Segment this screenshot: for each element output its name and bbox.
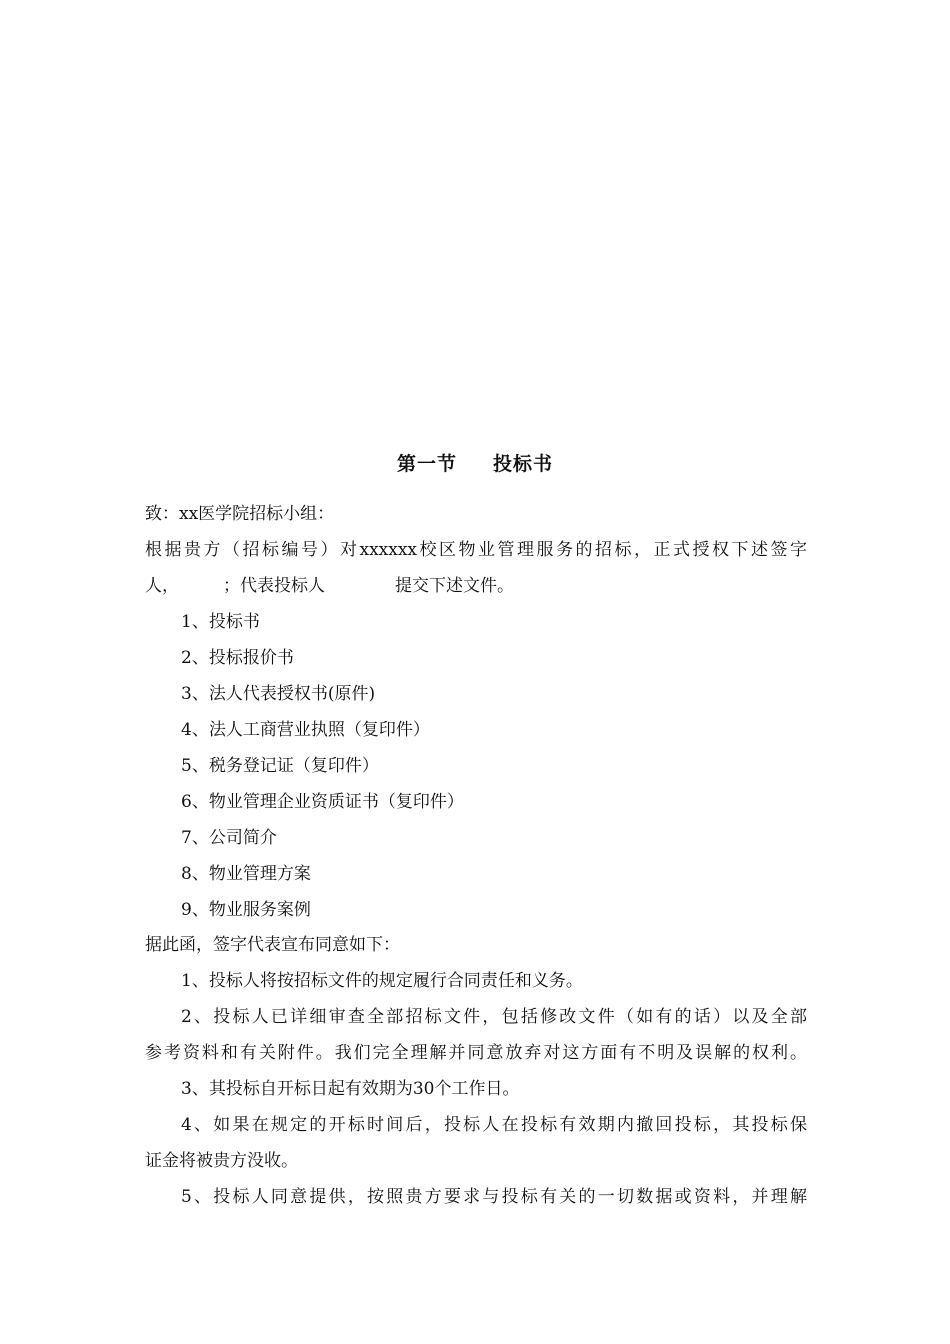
intro-line-2-part-c: 提交下述文件。 <box>395 576 514 596</box>
clause-1: 1、投标人将按招标文件的规定履行合同责任和义务。 <box>181 971 583 991</box>
file-list-item: 8、物业管理方案 <box>181 864 311 884</box>
file-list-item: 3、法人代表授权书(原件) <box>181 684 376 704</box>
intro-line-2-part-b: ；代表投标人 <box>223 576 325 596</box>
file-list-item: 2、投标报价书 <box>181 648 294 668</box>
declaration-intro: 据此函，签字代表宣布同意如下： <box>145 935 400 955</box>
section-title <box>0 449 950 479</box>
file-list-item: 4、法人工商营业执照（复印件） <box>181 720 430 740</box>
file-list-item: 1、投标书 <box>181 612 260 632</box>
clause-2-line-1: 2、投标人已详细审查全部招标文件，包括修改文件（如有的话）以及全部 <box>181 1007 807 1027</box>
clause-5-line-1: 5、投标人同意提供，按照贵方要求与投标有关的一切数据或资料，并理解 <box>181 1187 807 1207</box>
addressee-line: 致：xx医学院招标小组： <box>145 504 335 524</box>
intro-line-2-part-a: 人， <box>145 576 179 596</box>
clause-3: 3、其投标自开标日起有效期为30个工作日。 <box>181 1079 520 1099</box>
clause-4-line-2: 证金将被贵方没收。 <box>145 1151 298 1171</box>
clause-4-line-1: 4、如果在规定的开标时间后，投标人在投标有效期内撤回投标，其投标保 <box>181 1115 807 1135</box>
file-list-item: 9、物业服务案例 <box>181 900 311 920</box>
file-list-item: 5、税务登记证（复印件） <box>181 756 379 776</box>
file-list-item: 7、公司简介 <box>181 828 277 848</box>
intro-line-2 <box>145 574 807 598</box>
section-number: 第一节 <box>396 453 457 475</box>
section-heading: 投标书 <box>493 453 554 475</box>
file-list-item: 6、物业管理企业资质证书（复印件） <box>181 792 464 812</box>
intro-line-1: 根据贵方（招标编号）对xxxxxx校区物业管理服务的招标，正式授权下述签字 <box>145 540 807 560</box>
clause-2-line-2: 参考资料和有关附件。我们完全理解并同意放弃对这方面有不明及误解的权利。 <box>145 1043 807 1063</box>
